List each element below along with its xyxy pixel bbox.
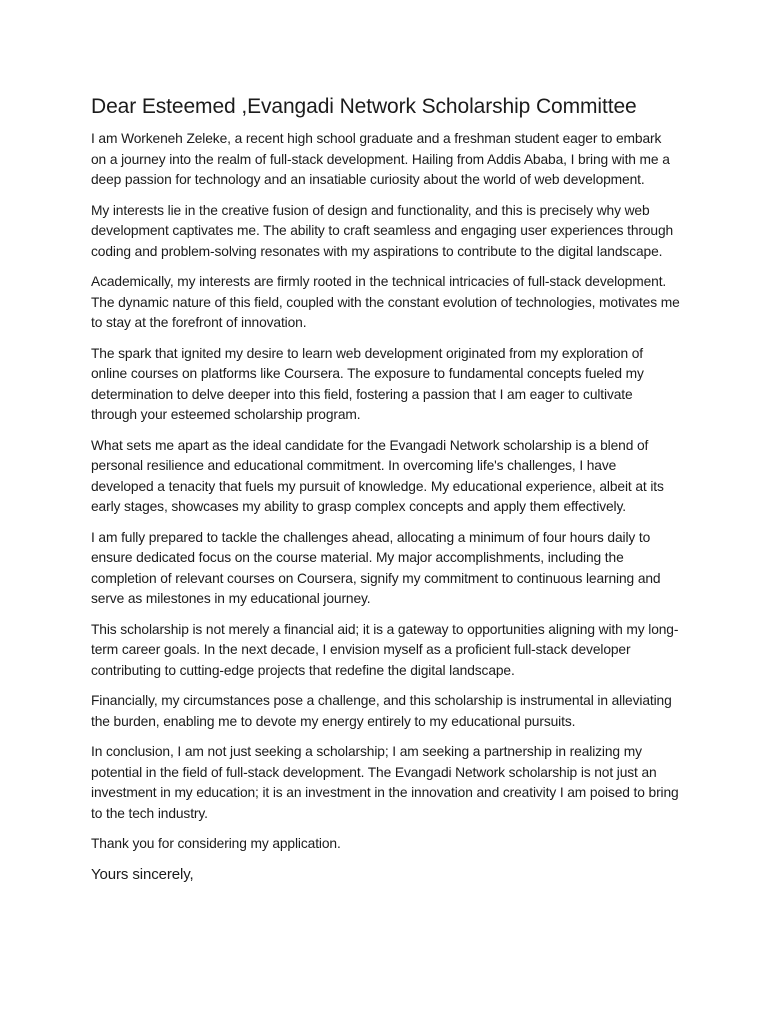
letter-paragraph-interests: My interests lie in the creative fusion of design and functionality, and this is precisely why web development captivates me. The ability to craft seamless and engaging user experiences through coding and problem-solving resonates with my aspirations to contribute to the digital landscape.	[91, 202, 674, 259]
letter-paragraph-academics: Academically, my interests are firmly rooted in the technical intricacies of full-stack development. The dynamic nature of this field, coupled with the constant evolution of technologies, motivates me to stay at the forefront of innovation.	[91, 274, 680, 330]
letter-paragraph-finances: Financially, my circumstances pose a challenge, and this scholarship is instrumental in alleviating the burden, enabling me to devote my energy entirely to my educational pursuits.	[91, 693, 672, 729]
letter-paragraph-commitment: I am fully prepared to tackle the challenges ahead, allocating a minimum of four hours daily to ensure dedicated focus on the course material. My major accomplishments, including the completion of relevant courses on Coursera, signify my commitment to continuous learning and serve as milestones in my educational journey.	[91, 529, 661, 606]
letter-paragraph-intro: I am Workeneh Zeleke, a recent high school graduate and a freshman student eager to embark on a journey into the realm of full-stack development. Hailing from Addis Ababa, I bring with me a deep passion for technology and an insatiable curiosity about the world of web development.	[91, 131, 670, 187]
letter-heading: Dear Esteemed ,Evangadi Network Scholarship Committee	[91, 95, 637, 118]
letter-paragraph-motivation: The spark that ignited my desire to learn web development originated from my exploration of online courses on platforms like Coursera. The exposure to fundamental concepts fueled my determination to delve deeper into this field, fostering a passion that I am eager to cultivate through your esteemed scholarship program.	[91, 345, 644, 422]
letter-paragraph-conclusion: In conclusion, I am not just seeking a scholarship; I am seeking a partnership in realizing my potential in the field of full-stack development. The Evangadi Network scholarship is not just an investment in my education; it is an investment in the innovation and creativity I am poised to bring to the tech industry.	[91, 744, 679, 821]
letter-paragraph-goals: This scholarship is not merely a financial aid; it is a gateway to opportunities aligning with my long-term career goals. In the next decade, I envision myself as a proficient full-stack developer contributing to cutting-edge projects that redefine the digital landscape.	[91, 621, 679, 678]
letter-closing: Yours sincerely,	[91, 865, 194, 883]
letter-paragraph-candidacy: What sets me apart as the ideal candidate for the Evangadi Network scholarship is a blend of personal resilience and educational commitment. In overcoming life's challenges, I have developed a tenacity that fuels my pursuit of knowledge. My educational experience, albeit at its early stages, showcases my ability to grasp complex concepts and apply them effectively.	[91, 437, 664, 514]
letter-paragraph-thanks: Thank you for considering my application.	[91, 836, 341, 851]
